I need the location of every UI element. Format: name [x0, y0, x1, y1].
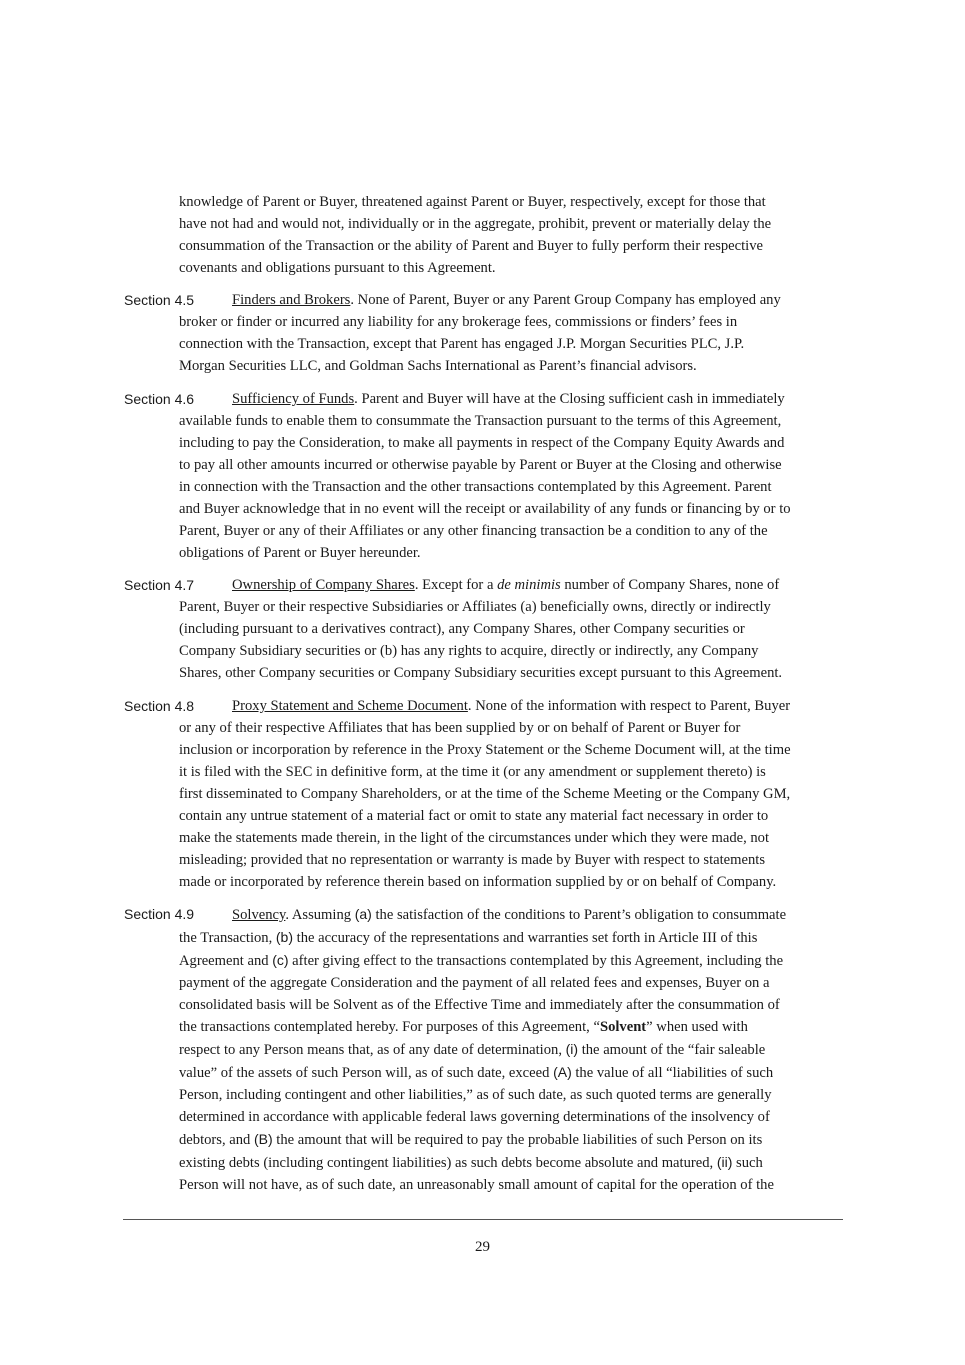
text-line: including to pay the Consideration, to make all payments in respect of the Company Equity Awards and	[179, 435, 785, 451]
section-4-5-heading: Finders and Brokers	[232, 292, 351, 308]
intro-paragraph	[179, 191, 843, 279]
text-run: . None of Parent, Buyer or any Parent Group Company has employed any	[350, 292, 781, 308]
text-run: the value of all “liabilities of such	[571, 1065, 774, 1081]
text-line	[179, 1061, 843, 1084]
text-run: the accuracy of the representations and warranties set forth in Article III of this	[293, 930, 758, 946]
text-line: knowledge of Parent or Buyer, threatened against Parent or Buyer, respectively, except for those that	[179, 194, 766, 210]
text-run: Agreement and	[179, 953, 273, 969]
text-line: and Buyer acknowledge that in no event will the receipt or availability of any funds or financing by or to	[179, 501, 791, 517]
section-4-5-label: Section 4.5	[124, 292, 195, 308]
enumeration-marker: (A)	[553, 1064, 572, 1080]
text-run: debtors, and	[179, 1132, 254, 1148]
text-run: . Parent and Buyer will have at the Closing sufficient cash in immediately	[354, 391, 785, 407]
section-4-8-paragraph	[179, 695, 843, 893]
enumeration-marker: (b)	[275, 929, 294, 945]
enumeration-marker: (ii)	[716, 1154, 733, 1170]
text-line	[232, 388, 896, 410]
text-line: Person will not have, as of such date, an unreasonably small amount of capital for the operation of the	[179, 1177, 774, 1193]
text-line: in connection with the Transaction and the other transactions contemplated by this Agreement. Parent	[179, 479, 772, 495]
text-run: . Except for a	[414, 577, 498, 593]
text-line: broker or finder or incurred any liability for any brokerage fees, commissions or finders’ fees in	[179, 314, 738, 330]
text-line	[179, 949, 843, 972]
text-line	[232, 695, 896, 717]
text-run: . None of the information with respect to Parent, Buyer	[467, 698, 791, 714]
section-4-7-heading: Ownership of Company Shares	[232, 577, 415, 593]
section-4-6-label: Section 4.6	[124, 391, 195, 407]
text-line: consummation of the Transaction or the ability of Parent and Buyer to fully perform their respective	[179, 238, 764, 254]
text-line: covenants and obligations pursuant to this Agreement.	[179, 260, 496, 276]
text-line: or any of their respective Affiliates that has been supplied by or on behalf of Parent or Buyer for	[179, 720, 741, 736]
section-4-9-paragraph	[179, 903, 843, 1196]
text-line: misleading; provided that no representation or warranty is made by Buyer with respect to statements	[179, 852, 766, 868]
text-run: the Transaction,	[179, 930, 276, 946]
text-line	[179, 1151, 843, 1174]
text-line: Morgan Securities LLC, and Goldman Sachs International as Parent’s financial advisors.	[179, 358, 697, 374]
text-line: to pay all other amounts incurred or otherwise payable by Parent or Buyer at the Closing and otherwise	[179, 457, 782, 473]
text-line: Shares, other Company securities or Company Subsidiary securities except pursuant to this Agreement.	[179, 665, 783, 681]
text-run: number of Company Shares, none of	[560, 577, 780, 593]
text-run: the satisfaction of the conditions to Parent’s obligation to consummate	[371, 907, 787, 923]
text-line: available funds to enable them to consummate the Transaction pursuant to the terms of this Agreement,	[179, 413, 782, 429]
section-4-5-paragraph	[179, 289, 843, 377]
text-run: existing debts (including contingent liabilities) as such debts become absolute and matured,	[179, 1155, 717, 1171]
section-4-7-paragraph	[179, 574, 843, 684]
text-run: the amount that will be required to pay the probable liabilities of such Person on its	[272, 1132, 763, 1148]
text-line: obligations of Parent or Buyer hereunder.	[179, 545, 421, 561]
section-4-8-heading: Proxy Statement and Scheme Document	[232, 698, 468, 714]
text-run: respect to any Person means that, as of any date of determination,	[179, 1042, 566, 1058]
text-run: after giving effect to the transactions contemplated by this Agreement, including the	[288, 953, 784, 969]
enumeration-marker: (c)	[272, 952, 289, 968]
enumeration-marker: (i)	[565, 1041, 579, 1057]
text-line	[232, 574, 896, 596]
text-line	[232, 903, 896, 926]
text-line: (including pursuant to a derivatives contract), any Company Shares, other Company securities or	[179, 621, 745, 637]
page-number: 29	[475, 1239, 490, 1255]
text-run: the amount of the “fair saleable	[578, 1042, 766, 1058]
text-line	[179, 1128, 843, 1151]
text-line: Parent, Buyer or any of their Affiliates or any other financing transaction be a condition to any of the	[179, 523, 768, 539]
text-line: inclusion or incorporation by reference in the Proxy Statement or the Scheme Document will, at the time	[179, 742, 791, 758]
section-4-7-label: Section 4.7	[124, 577, 195, 593]
text-run: ” when used with	[646, 1019, 748, 1035]
defined-term: Solvent	[599, 1019, 647, 1035]
text-line: Company Subsidiary securities or (b) has any rights to acquire, directly or indirectly, any Company	[179, 643, 759, 659]
section-4-6-paragraph	[179, 388, 843, 564]
text-line: make the statements made therein, in the light of the circumstances under which they were made, not	[179, 830, 770, 846]
text-run: . Assuming	[285, 907, 355, 923]
text-line	[179, 1038, 843, 1061]
section-4-9-label: Section 4.9	[124, 906, 195, 922]
text-line: determined in accordance with applicable federal laws governing determinations of the insolvency of	[179, 1109, 770, 1125]
text-line: made or incorporated by reference therein based on information supplied by or on behalf of Company.	[179, 874, 777, 890]
text-line: payment of the aggregate Consideration and the payment of all related fees and expenses, Buyer on a	[179, 975, 770, 991]
text-line	[179, 926, 843, 949]
text-line: Person, including contingent and other liabilities,” as of such date, as such quoted terms are generally	[179, 1087, 772, 1103]
text-line: connection with the Transaction, except that Parent has engaged J.P. Morgan Securities PLC, J.P.	[179, 336, 745, 352]
text-run: value” of the assets of such Person will, as of such date, exceed	[179, 1065, 554, 1081]
enumeration-marker: (B)	[253, 1131, 273, 1147]
text-line: contain any untrue statement of a material fact or omit to state any material fact necessary in order to	[179, 808, 769, 824]
text-line: Parent, Buyer or their respective Subsidiaries or Affiliates (a) beneficially owns, directly or indirectly	[179, 599, 771, 615]
text-run: the transactions contemplated hereby. For purposes of this Agreement, “	[179, 1019, 600, 1035]
footer-divider	[123, 1219, 843, 1220]
italic-term: de minimis	[497, 577, 561, 593]
text-line	[232, 289, 896, 311]
text-line: consolidated basis will be Solvent as of the Effective Time and immediately after the consummation of	[179, 997, 780, 1013]
text-run: such	[732, 1155, 763, 1171]
text-line: first disseminated to Company Shareholders, or at the time of the Scheme Meeting or the Company GM,	[179, 786, 791, 802]
section-4-9-heading: Solvency	[232, 907, 286, 923]
section-4-6-heading: Sufficiency of Funds	[232, 391, 355, 407]
text-line	[179, 1016, 843, 1038]
enumeration-marker: (a)	[354, 906, 372, 922]
text-line: it is filed with the SEC in definitive form, at the time it (or any amendment or supplement thereto) is	[179, 764, 766, 780]
section-4-8-label: Section 4.8	[124, 698, 195, 714]
text-line: have not had and would not, individually or in the aggregate, prohibit, prevent or materially delay the	[179, 216, 772, 232]
